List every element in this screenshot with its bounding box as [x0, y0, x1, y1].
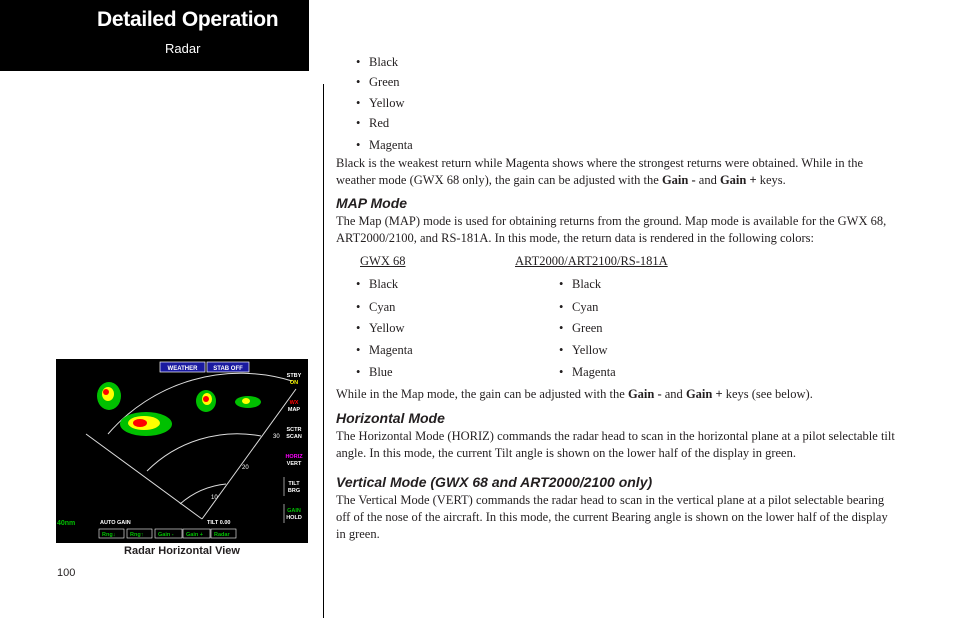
page-number: 100: [57, 567, 76, 579]
list-item: • Red: [356, 116, 390, 130]
horizontal-mode-heading: Horizontal Mode: [336, 410, 445, 426]
list-item: • Black: [356, 277, 399, 291]
range-label-30: 30: [273, 434, 280, 440]
list-item: • Blue: [356, 365, 393, 379]
gain-status: AUTO GAIN: [100, 520, 131, 526]
on-key-label: ON: [289, 380, 299, 386]
list-item: • Green: [559, 321, 603, 335]
list-item: • Magenta: [356, 343, 413, 357]
list-item: • Magenta: [559, 365, 616, 379]
stby-key[interactable]: STBY: [286, 373, 302, 379]
list-item: • Yellow: [356, 96, 405, 110]
tilt-key[interactable]: TILT: [288, 481, 300, 487]
vert-key-label: VERT: [286, 461, 302, 467]
radar-display: [56, 359, 308, 543]
gain-minus-softkey[interactable]: Gain -: [158, 532, 174, 538]
wx-key[interactable]: WX: [289, 400, 299, 406]
chapter-subtitle: Radar: [165, 41, 201, 56]
brg-key-label: BRG: [287, 488, 301, 494]
map-mode-paragraph: The Map (MAP) mode is used for obtaining returns from the ground. Map mode is available for the GWX 68, ART2000/2100, and RS-181A. In this mode, the return data is rendered in the following colors:: [336, 214, 887, 245]
gain-plus-softkey[interactable]: Gain +: [186, 532, 203, 538]
map-gain-paragraph: While in the Map mode, the gain can be adjusted with the Gain - and Gain + keys (see below).: [336, 387, 813, 401]
hold-key-label: HOLD: [286, 515, 302, 521]
sctr-key[interactable]: SCTR: [286, 427, 302, 433]
list-item: • Yellow: [559, 343, 608, 357]
radar-softkey[interactable]: Radar: [214, 532, 230, 538]
stab-off-button[interactable]: STAB OFF: [213, 366, 243, 372]
weather-button[interactable]: WEATHER: [167, 366, 198, 372]
vertical-mode-heading: Vertical Mode (GWX 68 and ART2000/2100 only): [336, 474, 653, 490]
tilt-status: TILT 0.00: [207, 520, 231, 526]
art-column-header: ART2000/ART2100/RS-181A: [515, 254, 668, 268]
chapter-header: [0, 0, 309, 71]
figure-caption: Radar Horizontal View: [124, 545, 240, 557]
chapter-title: Detailed Operation: [97, 8, 279, 31]
gain-paragraph: Black is the weakest return while Magenta shows where the strongest returns were obtained. While in the weather mode (GWX 68 only), the gain can be adjusted with the Gain - and Gain + keys.: [336, 156, 864, 187]
list-item: • Black: [559, 277, 602, 291]
gain-key[interactable]: GAIN: [287, 508, 301, 514]
list-item: • Yellow: [356, 321, 405, 335]
range-readout: 40nm: [57, 520, 76, 527]
scan-key-label: SCAN: [286, 434, 302, 440]
list-item: • Cyan: [356, 300, 396, 314]
vertical-mode-paragraph: The Vertical Mode (VERT) commands the radar head to scan in the vertical plane at a pilot selectable bearing off of the nose of the aircraft. In this mode, the current Bearing angle is shown on the lower half of the display in green.: [336, 493, 888, 541]
map-mode-heading: MAP Mode: [336, 195, 408, 211]
range-label-20: 20: [242, 465, 249, 471]
horiz-key[interactable]: HORIZ: [285, 454, 303, 460]
range-down-softkey[interactable]: Rng↓: [102, 532, 116, 538]
gwx68-column-header: GWX 68: [360, 254, 406, 268]
list-item: • Cyan: [559, 300, 599, 314]
list-item: • Black: [356, 55, 399, 69]
horizontal-mode-paragraph: The Horizontal Mode (HORIZ) commands the radar head to scan in the horizontal plane at a pilot selectable tilt angle. In this mode, the current Tilt angle is shown on the lower half of the display in green.: [336, 429, 895, 460]
radar-screen-figure: [56, 359, 308, 543]
range-up-softkey[interactable]: Rng↑: [130, 532, 144, 538]
list-item: • Green: [356, 75, 400, 89]
range-label-10: 10: [211, 495, 218, 501]
column-divider: [323, 84, 324, 618]
map-key-label: MAP: [287, 407, 301, 413]
list-item: • Magenta: [356, 138, 413, 152]
